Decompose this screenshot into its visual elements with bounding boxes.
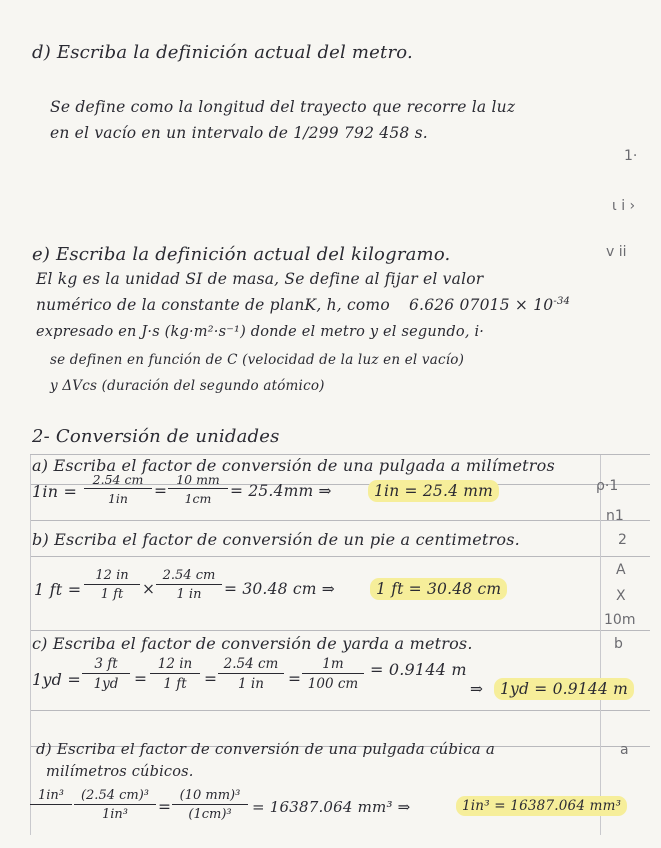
eq-2a-lhs: 1in = bbox=[32, 482, 78, 501]
fraction-denominator: (1cm)³ bbox=[188, 807, 232, 822]
fraction-numerator: 2.54 cm bbox=[156, 568, 222, 585]
multiply-sign: × bbox=[142, 580, 156, 598]
fraction-numerator: 12 in bbox=[150, 656, 200, 674]
answer-e-line3: expresado en J·s (kg·m²·s⁻¹) donde el metro y el segundo, i· bbox=[36, 324, 485, 340]
answer-e-line4: se definen en función de C (velocidad de la luz en el vacío) bbox=[50, 352, 465, 368]
margin-mark: b bbox=[614, 636, 623, 652]
margin-mark: ι ⅰ › bbox=[612, 198, 636, 214]
answer-d-line2: en el vacío en un intervalo de 1/299 792 458 s. bbox=[50, 124, 428, 142]
eq-sign: = bbox=[204, 670, 218, 688]
answer-d-line1: Se define como la longitud del trayecto que recorre la luz bbox=[50, 98, 516, 116]
fraction-numerator: (10 mm)³ bbox=[172, 788, 248, 805]
fraction-2b-2 bbox=[156, 568, 222, 602]
eq-2c-result: = 0.9144 m bbox=[370, 660, 467, 679]
lhs-value: 1in³ bbox=[30, 788, 72, 805]
eq-sign: = bbox=[288, 670, 302, 688]
fraction-denominator: 1 ft bbox=[100, 587, 124, 602]
fraction-numerator: 2.54 cm bbox=[218, 656, 284, 674]
planck-exponent: -34 bbox=[553, 296, 571, 307]
margin-mark: 2 bbox=[618, 532, 627, 548]
question-2d-line2: milímetros cúbicos. bbox=[46, 764, 194, 780]
fraction-2c-1 bbox=[82, 656, 130, 692]
margin-line bbox=[30, 455, 31, 835]
fraction-denominator: 1cm bbox=[184, 491, 212, 506]
margin-mark: n1 bbox=[606, 508, 624, 524]
ruled-line bbox=[30, 520, 650, 521]
eq-2b-lhs: 1 ft = bbox=[34, 580, 82, 599]
eq-sign: = bbox=[158, 798, 172, 816]
ruled-line bbox=[30, 556, 650, 557]
margin-mark: v ⅰⅰ bbox=[606, 244, 627, 260]
answer-e-line2 bbox=[36, 296, 570, 314]
question-2a: a) Escriba el factor de conversión de una pulgada a milímetros bbox=[32, 456, 555, 475]
fraction-numerator: (2.54 cm)³ bbox=[74, 788, 156, 805]
margin-mark: 1· bbox=[624, 148, 638, 164]
fraction-denominator: 1yd bbox=[93, 676, 119, 692]
fraction-numerator: 3 ft bbox=[82, 656, 130, 674]
eq-2b-result: = 30.48 cm ⇒ bbox=[224, 580, 335, 598]
answer-e-line5: y ΔVcs (duración del segundo atómico) bbox=[50, 378, 325, 394]
margin-mark: 10m bbox=[604, 612, 636, 628]
margin-mark: A bbox=[616, 562, 626, 578]
fraction-numerator: 10 mm bbox=[168, 472, 228, 489]
eq-2d-result: = 16387.064 mm³ ⇒ bbox=[252, 798, 411, 816]
eq-2c-lhs: 1yd = bbox=[32, 670, 81, 689]
question-2b: b) Escriba el factor de conversión de un pie a centimetros. bbox=[32, 530, 520, 549]
fraction-2d-1 bbox=[74, 788, 156, 822]
fraction-denominator: 1 in bbox=[176, 587, 202, 602]
eq-sign: = bbox=[134, 670, 148, 688]
highlight-2c-answer: 1yd = 0.9144 m bbox=[494, 678, 634, 700]
ruled-line bbox=[30, 630, 650, 631]
margin-mark: a bbox=[620, 742, 629, 758]
margin-mark: ρ·1 bbox=[596, 478, 619, 494]
fraction-numerator: 12 in bbox=[84, 568, 140, 585]
highlight-2b-answer: 1 ft = 30.48 cm bbox=[370, 578, 507, 600]
fraction-denominator: 1in bbox=[107, 491, 128, 506]
ruled-line bbox=[30, 710, 650, 711]
arrow: ⇒ bbox=[470, 680, 484, 698]
ruled-line bbox=[30, 454, 650, 455]
fraction-2b-1 bbox=[84, 568, 140, 602]
eq-2a-result: = 25.4mm ⇒ bbox=[230, 482, 332, 500]
margin-line bbox=[600, 455, 601, 835]
margin-mark: X bbox=[616, 588, 626, 604]
section-2-title: 2- Conversión de unidades bbox=[32, 426, 280, 447]
fraction-2c-4 bbox=[302, 656, 364, 692]
question-2c: c) Escriba el factor de conversión de yarda a metros. bbox=[32, 634, 473, 653]
fraction-2c-3 bbox=[218, 656, 284, 692]
fraction-2a-2 bbox=[168, 472, 228, 506]
fraction-denominator: 100 cm bbox=[307, 676, 359, 692]
planck-text: numérico de la constante de planK, h, como bbox=[36, 296, 390, 315]
fraction-2c-2 bbox=[150, 656, 200, 692]
fraction-denominator: 1 in bbox=[238, 676, 264, 692]
planck-value: 6.626 07015 × 10 bbox=[409, 296, 554, 315]
highlight-2a-answer: 1in = 25.4 mm bbox=[368, 480, 499, 502]
fraction-2d-2 bbox=[172, 788, 248, 822]
eq-sign: = bbox=[154, 482, 168, 500]
question-2d: d) Escriba el factor de conversión de una pulgada cúbica a bbox=[36, 740, 496, 758]
highlight-2d-answer: 1in³ = 16387.064 mm³ bbox=[456, 796, 627, 816]
fraction-denominator: 1 ft bbox=[163, 676, 187, 692]
fraction-denominator: 1in³ bbox=[101, 807, 128, 822]
question-e-kilogramo: e) Escriba la definición actual del kilogramo. bbox=[32, 244, 451, 265]
fraction-2a-1 bbox=[84, 472, 152, 506]
question-d-metro: d) Escriba la definición actual del metro. bbox=[32, 42, 413, 63]
answer-e-line1: El kg es la unidad SI de masa, Se define al fijar el valor bbox=[36, 270, 484, 288]
fraction-2d-lhs bbox=[30, 788, 72, 822]
fraction-numerator: 1m bbox=[302, 656, 364, 674]
fraction-numerator: 2.54 cm bbox=[84, 472, 152, 489]
